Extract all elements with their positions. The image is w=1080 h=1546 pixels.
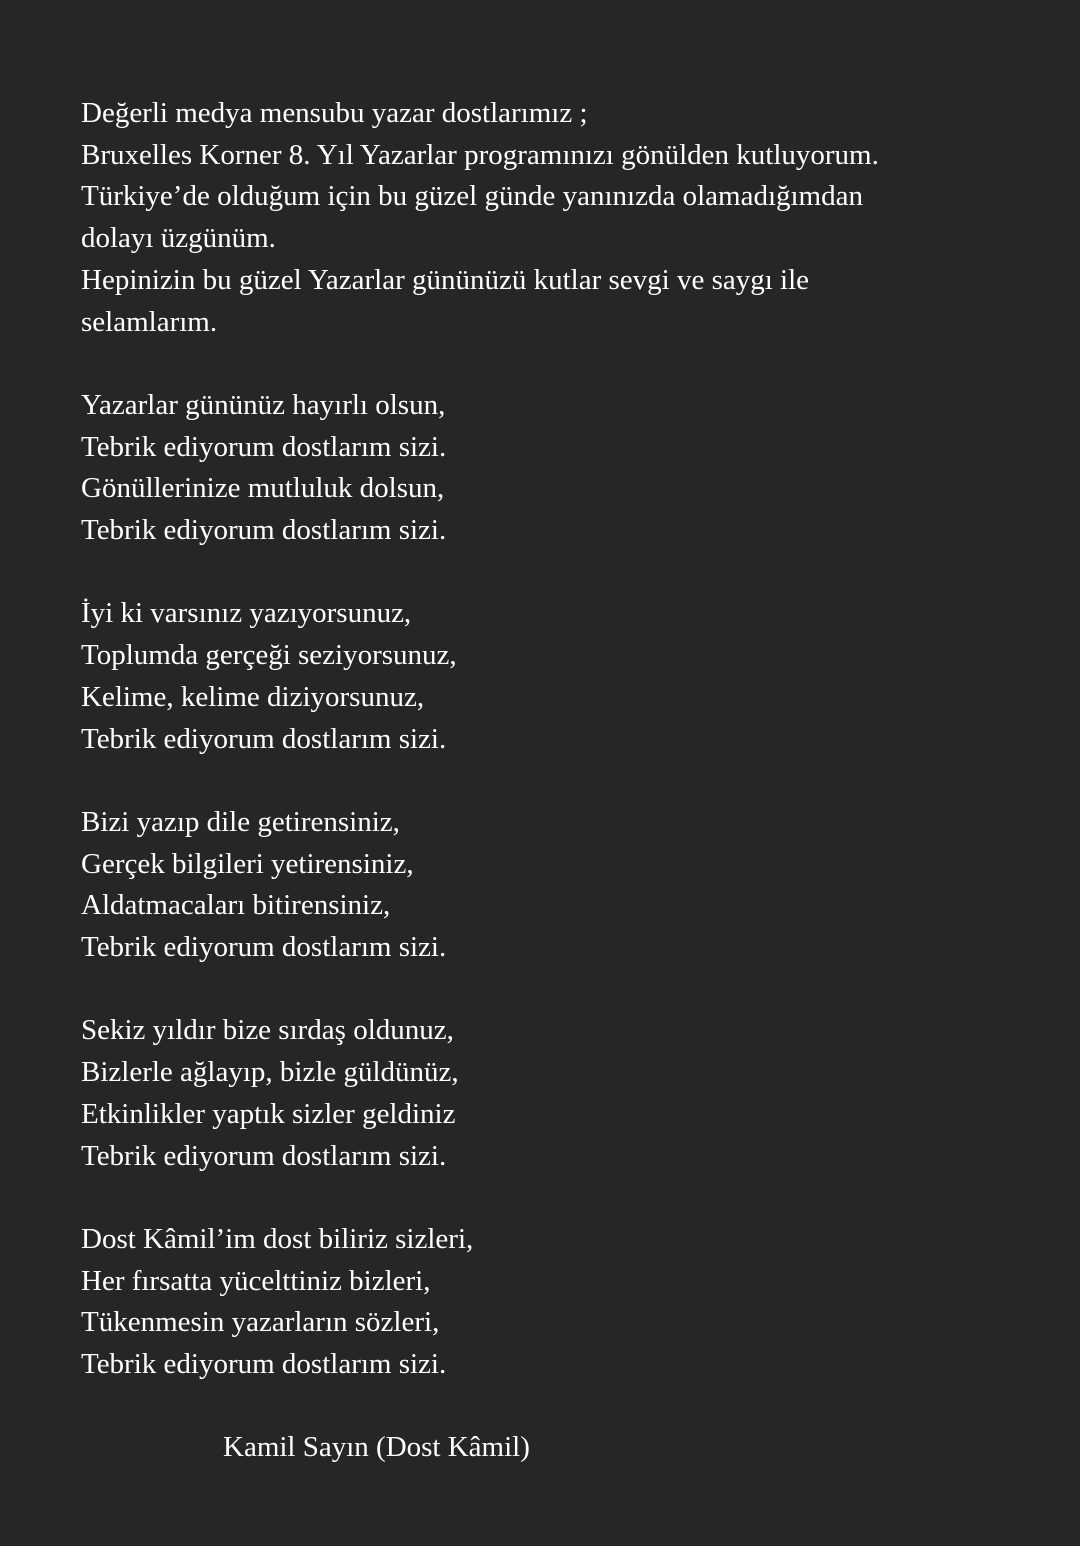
poem-line: Tebrik ediyorum dostlarım sizi. <box>81 1348 447 1381</box>
intro-line: selamlarım. <box>81 305 218 338</box>
intro-line: Türkiye’de olduğum için bu güzel günde yanınızda olamadığımdan <box>81 180 863 213</box>
poem-line: Tükenmesin yazarların sözleri, <box>81 1306 440 1339</box>
poem-stanza-3 <box>81 802 1020 969</box>
intro-line: Bruxelles Korner 8. Yıl Yazarlar programınızı gönülden kutluyorum. <box>81 138 879 171</box>
poem-line: Sekiz yıldır bize sırdaş oldunuz, <box>81 1014 454 1047</box>
poem-line: Toplumda gerçeği seziyorsunuz, <box>81 639 457 672</box>
poem-line: Tebrik ediyorum dostlarım sizi. <box>81 430 447 463</box>
intro-line: Hepinizin bu güzel Yazarlar gününüzü kutlar sevgi ve saygı ile <box>81 263 810 296</box>
poem-line: Dost Kâmil’im dost biliriz sizleri, <box>81 1222 474 1255</box>
poem-line: İyi ki varsınız yazıyorsunuz, <box>81 597 412 630</box>
poem-line: Gönüllerinize mutluluk dolsun, <box>81 472 445 505</box>
poem-line: Bizi yazıp dile getirensiniz, <box>81 805 400 838</box>
poem-stanza-5 <box>81 1219 1020 1386</box>
intro-paragraph <box>81 93 1020 343</box>
intro-line: dolayı üzgünüm. <box>81 222 276 255</box>
poem-line: Kelime, kelime diziyorsunuz, <box>81 680 425 713</box>
poem-line: Aldatmacaları bitirensiniz, <box>81 889 391 922</box>
poem-stanza-1 <box>81 385 1020 552</box>
author-signature: Kamil Sayın (Dost Kâmil) <box>223 1431 530 1464</box>
greeting-line: Değerli medya mensubu yazar dostlarımız ; <box>81 97 588 129</box>
poem-line: Tebrik ediyorum dostlarım sizi. <box>81 722 447 755</box>
poem-line: Tebrik ediyorum dostlarım sizi. <box>81 931 447 964</box>
poem-line: Tebrik ediyorum dostlarım sizi. <box>81 514 447 547</box>
poem-line: Bizlerle ağlayıp, bizle güldünüz, <box>81 1056 459 1089</box>
poem-line: Her fırsatta yücelttiniz bizleri, <box>81 1264 431 1297</box>
poem-line: Tebrik ediyorum dostlarım sizi. <box>81 1139 447 1172</box>
poem-stanza-4 <box>81 1010 1020 1177</box>
poem-stanza-2 <box>81 593 1020 760</box>
poem-line: Yazarlar gününüz hayırlı olsun, <box>81 388 446 421</box>
poem-line: Gerçek bilgileri yetirensiniz, <box>81 847 414 880</box>
poem-line: Etkinlikler yaptık sizler geldiniz <box>81 1097 456 1130</box>
